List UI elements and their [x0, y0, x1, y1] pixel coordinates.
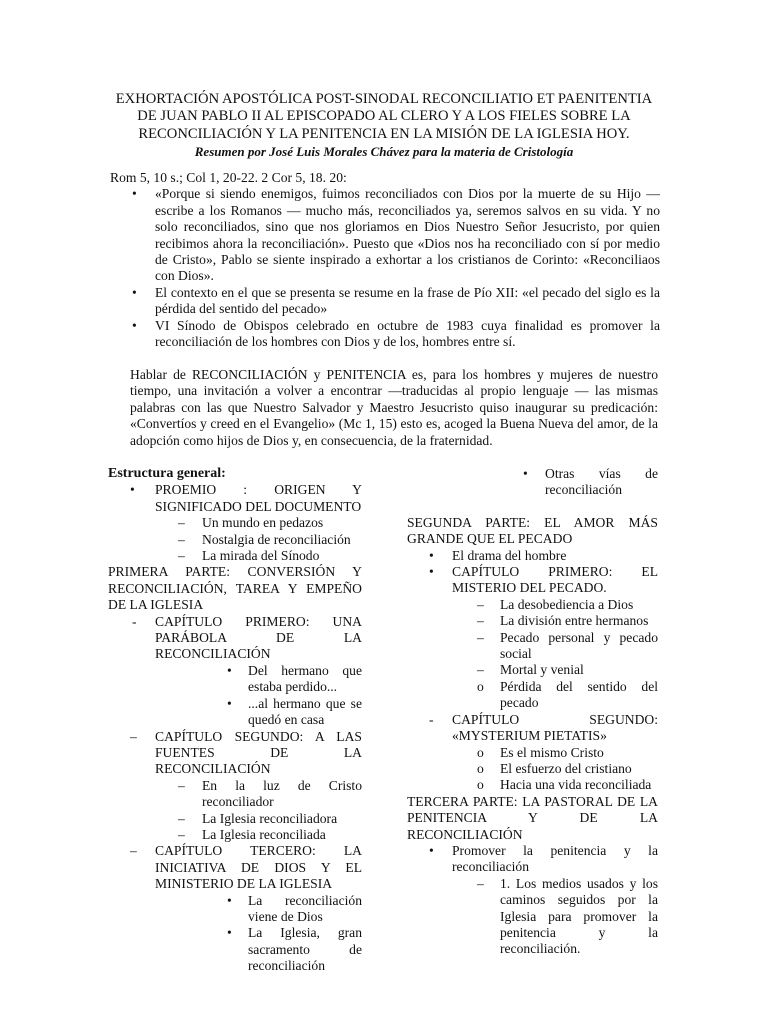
- outline-marker: –: [130, 728, 137, 744]
- outline-marker: •: [227, 892, 232, 908]
- outline-text: Es el mismo Cristo: [500, 744, 604, 760]
- outline-item: [108, 482, 362, 515]
- outline-marker: –: [130, 843, 137, 859]
- intro-bullet: • El contexto en el que se presenta se resume en la frase de Pío XII: «el pecado del siglo es la pérdida del sentido del pecado»: [110, 285, 660, 318]
- outline-item: [407, 745, 658, 761]
- outline-marker: –: [178, 810, 185, 826]
- title-line: EXHORTACIÓN APOSTÓLICA POST-SINODAL RECONCILIATIO ET PAENITENTIA: [115, 91, 653, 107]
- outline-marker: •: [429, 564, 434, 580]
- part-heading-text: PRIMERA PARTE: CONVERSIÓN Y RECONCILIACIÓN, TAREA Y EMPEÑO DE LA IGLESIA: [108, 564, 362, 613]
- outline-marker: –: [178, 515, 185, 531]
- outline-text: La desobediencia a Dios: [500, 596, 634, 612]
- outline-marker: -: [132, 613, 137, 629]
- outline-item: [108, 925, 362, 974]
- intro-paragraph: Hablar de RECONCILIACIÓN y PENITENCIA es, para los hombres y mujeres de nuestro tiempo, una invitación a volver a encontrar —traducidas al propio lenguaje — las mismas palabras con las que Nuestro Salvador y Maestro Jesucristo quiso inaugurar su predicación: «Convertíos y creed en el Evangelio» (Mc 1, 15) esto es, acoged la Buena Nueva del amor, de la adopción como hijos de Dios y, en consecuencia, de la fraternidad.: [130, 367, 658, 448]
- outline-text: Mortal y venial: [500, 662, 584, 678]
- outline-item: [108, 843, 362, 892]
- outline-text: CAPÍTULO SEGUNDO: «MYSTERIUM PIETATIS»: [452, 711, 658, 744]
- outline-text: Un mundo en pedazos: [202, 515, 324, 531]
- outline-marker: •: [130, 482, 135, 498]
- outline-marker: •: [523, 466, 528, 481]
- outline-item: [407, 548, 658, 564]
- outline-text: CAPÍTULO SEGUNDO: A LAS FUENTES DE LA RECONCILIACIÓN: [155, 728, 362, 777]
- structure-left-column: [108, 466, 362, 975]
- outline-marker: o: [477, 744, 484, 760]
- outline-text: 1. Los medios usados y los caminos seguidos por la Iglesia para promover la penitencia y la reconciliación.: [500, 875, 658, 957]
- outline-text: Pérdida del sentido del pecado: [500, 678, 658, 711]
- outline-text: La división entre hermanos: [500, 613, 649, 629]
- outline-item: [407, 466, 658, 499]
- outline-marker: •: [227, 925, 232, 941]
- outline-marker: •: [429, 547, 434, 563]
- outline-item: [407, 777, 658, 793]
- outline-text: Promover la penitencia y la reconciliación: [452, 842, 658, 875]
- outline-text: CAPÍTULO TERCERO: LA INICIATIVA DE DIOS Y EL MINISTERIO DE LA IGLESIA: [155, 843, 362, 892]
- outline-text: PROEMIO : ORIGEN Y SIGNIFICADO DEL DOCUMENTO: [155, 482, 362, 514]
- outline-item: [407, 712, 658, 745]
- outline-marker: o: [477, 760, 484, 776]
- part-heading: [407, 515, 658, 548]
- outline-text: La Iglesia reconciliada: [202, 826, 326, 842]
- outline-marker: o: [477, 678, 484, 694]
- title-line: RECONCILIACIÓN Y LA PENITENCIA EN LA MISIÓN DE LA IGLESIA HOY.: [138, 125, 630, 142]
- intro-bullet: • VI Sínodo de Obispos celebrado en octubre de 1983 cuya finalidad es promover la reconciliación de los hombres con Dios y de los, hombres entre sí.: [110, 318, 660, 351]
- intro-bullet-list: [110, 186, 660, 350]
- outline-marker: -: [429, 711, 434, 727]
- outline-text: Otras vías de reconciliación: [545, 466, 658, 498]
- document-subtitle: Resumen por José Luis Morales Chávez para la materia de Cristología: [194, 144, 574, 160]
- outline-marker: –: [477, 613, 484, 629]
- outline-marker: –: [477, 662, 484, 678]
- outline-text: Pecado personal y pecado social: [500, 629, 658, 662]
- outline-marker: •: [429, 842, 434, 858]
- outline-text: La reconciliación viene de Dios: [248, 892, 362, 924]
- scripture-reference: Rom 5, 10 s.; Col 1, 20-22. 2 Cor 5, 18. 20:: [110, 170, 347, 185]
- outline-item: [108, 696, 362, 729]
- part-heading-text: SEGUNDA PARTE: EL AMOR MÁS GRANDE QUE EL PECADO: [407, 514, 658, 547]
- intro-section: [110, 170, 660, 350]
- outline-text: CAPÍTULO PRIMERO: UNA PARÁBOLA DE LA RECONCILIACIÓN: [155, 613, 362, 662]
- outline-item: [108, 893, 362, 926]
- outline-item: [108, 614, 362, 663]
- outline-marker: –: [178, 531, 185, 547]
- document-title: [100, 91, 668, 161]
- outline-item: [407, 843, 658, 876]
- outline-text: La mirada del Sínodo: [202, 548, 320, 564]
- outline-marker: o: [477, 777, 484, 793]
- outline-marker: –: [477, 875, 484, 891]
- outline-text: ...al hermano que se quedó en casa: [248, 695, 362, 728]
- outline-item: [108, 548, 362, 564]
- part-heading: [108, 564, 362, 613]
- title-line: DE JUAN PABLO II AL EPISCOPADO AL CLERO Y A LOS FIELES SOBRE LA: [137, 108, 631, 125]
- part-heading-text: TERCERA PARTE: LA PASTORAL DE LA PENITENCIA Y DE LA RECONCILIACIÓN: [407, 793, 658, 842]
- part-heading: [407, 794, 658, 843]
- outline-text: CAPÍTULO PRIMERO: EL MISTERIO DEL PECADO.: [452, 564, 658, 596]
- outline-marker: –: [477, 596, 484, 612]
- outline-marker: –: [178, 777, 185, 793]
- outline-text: En la luz de Cristo reconciliador: [202, 777, 362, 810]
- outline-marker: –: [178, 548, 185, 564]
- outline-text: La Iglesia, gran sacramento de reconciliación: [248, 925, 362, 974]
- outline-text: Del hermano que estaba perdido...: [248, 662, 362, 695]
- outline-item: [108, 532, 362, 548]
- outline-marker: –: [178, 826, 185, 842]
- intro-bullet: • «Porque si siendo enemigos, fuimos reconciliados con Dios por la muerte de su Hijo — escribe a los Romanos — mucho más, reconciliados ya, seremos salvos en su vida. Y no solo reconciliados, sino que nos gloriamos en Dios Nuestro Señor Jesucristo, por quien recibimos ahora la reconciliación». Puesto que «Dios nos ha reconciliado con sí por medio de Cristo», Pablo se siente inspirado a exhortar a los cristianos de Corinto: «Reconciliaos con Dios».: [110, 186, 660, 284]
- structure-heading: Estructura general:: [108, 466, 226, 481]
- outline-item: [407, 761, 658, 777]
- structure-right-column: [407, 466, 658, 958]
- outline-marker: •: [227, 695, 232, 711]
- outline-item: [108, 515, 362, 531]
- outline-item: [407, 662, 658, 678]
- outline-item: [407, 876, 658, 958]
- outline-item: [407, 597, 658, 613]
- outline-text: Hacia una vida reconciliada: [500, 777, 652, 793]
- outline-item: [108, 827, 362, 843]
- outline-text: Nostalgia de reconciliación: [202, 531, 351, 547]
- outline-item: [407, 630, 658, 663]
- outline-text: El drama del hombre: [452, 547, 567, 563]
- outline-item: [108, 729, 362, 778]
- outline-item: [407, 679, 658, 712]
- outline-item: [407, 613, 658, 629]
- outline-item: [108, 778, 362, 811]
- outline-item: [108, 811, 362, 827]
- outline-text: La Iglesia reconciliadora: [202, 810, 338, 826]
- outline-item: [108, 663, 362, 696]
- outline-text: El esfuerzo del cristiano: [500, 760, 632, 776]
- outline-marker: –: [477, 629, 484, 645]
- outline-item: [407, 564, 658, 597]
- outline-marker: •: [227, 662, 232, 678]
